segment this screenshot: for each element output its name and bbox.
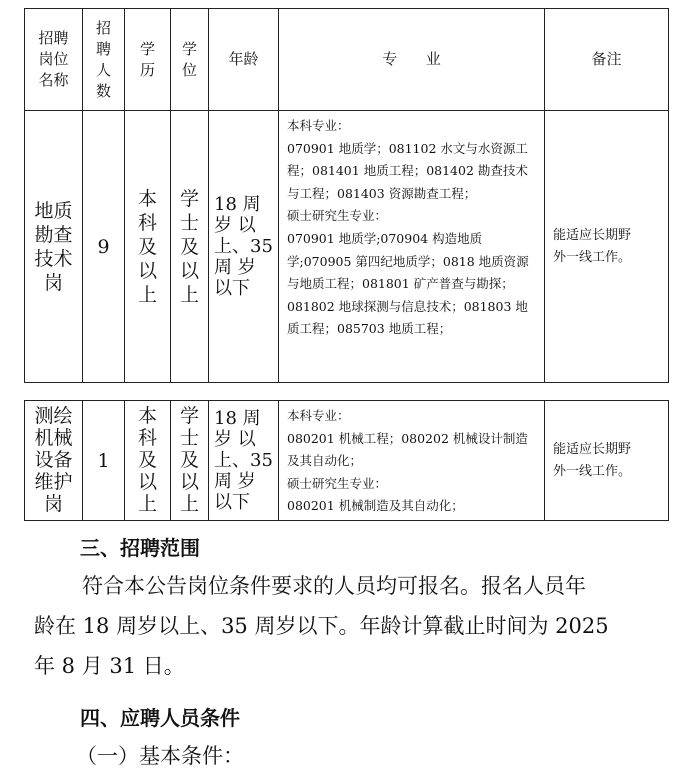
row1-major: 本科专业： 070901 地质学；081102 水文与水资源工程；081401 地质工程；081402 勘查技术与工程；081403 资源勘查工程； 硕士研究生专业： 070901 地质学;070904 构造地质学;070905 第四纪地质学；0818 地质资源与地质工程；081801 矿产普查与勘探；081802 地球探测与信息技术；081803 地质工程；085703 地质工程； — [279, 111, 545, 383]
header-remark: 备注 — [545, 9, 669, 111]
section4-sub: （一）基本条件： — [76, 744, 244, 768]
header-position: 招聘 岗位 名称 — [25, 9, 83, 111]
section3-line-1: 符合本公告岗位条件要求的人员均可报名。报名人员年 — [82, 574, 586, 598]
section4-heading: 四、应聘人员条件 — [80, 706, 240, 730]
table-row — [25, 111, 669, 383]
row2-education: 本 科 及 以 上 — [125, 401, 171, 521]
section3-line-2: 龄在 18 周岁以上、35 周岁以下。年龄计算截止时间为 2025 — [34, 614, 609, 638]
row2-position: 测绘 机械 设备 维护 岗 — [25, 401, 83, 521]
table-row — [25, 401, 669, 521]
row1-remark: 能适应长期野 外一线工作。 — [545, 111, 669, 383]
row1-position: 地质 勘查 技术 岗 — [25, 111, 83, 383]
section3-body — [34, 566, 664, 686]
header-age: 年龄 — [209, 9, 279, 111]
section3-line-3: 年 8 月 31 日。 — [34, 654, 185, 678]
row1-age: 18 周 岁 以 上、35 周 岁 以下 — [209, 111, 279, 383]
header-major: 专 业 — [279, 9, 545, 111]
header-education: 学 历 — [125, 9, 171, 111]
table-header-row — [25, 9, 669, 111]
row1-education: 本 科 及 以 上 — [125, 111, 171, 383]
row2-degree: 学 士 及 以 上 — [171, 401, 209, 521]
recruitment-table-top — [24, 8, 669, 383]
row1-degree: 学 士 及 以 上 — [171, 111, 209, 383]
section3-heading: 三、招聘范围 — [80, 536, 200, 560]
row2-count: 1 — [83, 401, 125, 521]
row1-count: 9 — [83, 111, 125, 383]
row2-major: 本科专业： 080201 机械工程；080202 机械设计制造及其自动化； 硕士研究生专业： 080201 机械制造及其自动化； — [279, 401, 545, 521]
recruitment-table-bottom — [24, 400, 669, 521]
row2-age: 18 周 岁 以 上、35 周 岁 以下 — [209, 401, 279, 521]
header-degree: 学 位 — [171, 9, 209, 111]
row2-remark: 能适应长期野 外一线工作。 — [545, 401, 669, 521]
header-count: 招 聘 人 数 — [83, 9, 125, 111]
